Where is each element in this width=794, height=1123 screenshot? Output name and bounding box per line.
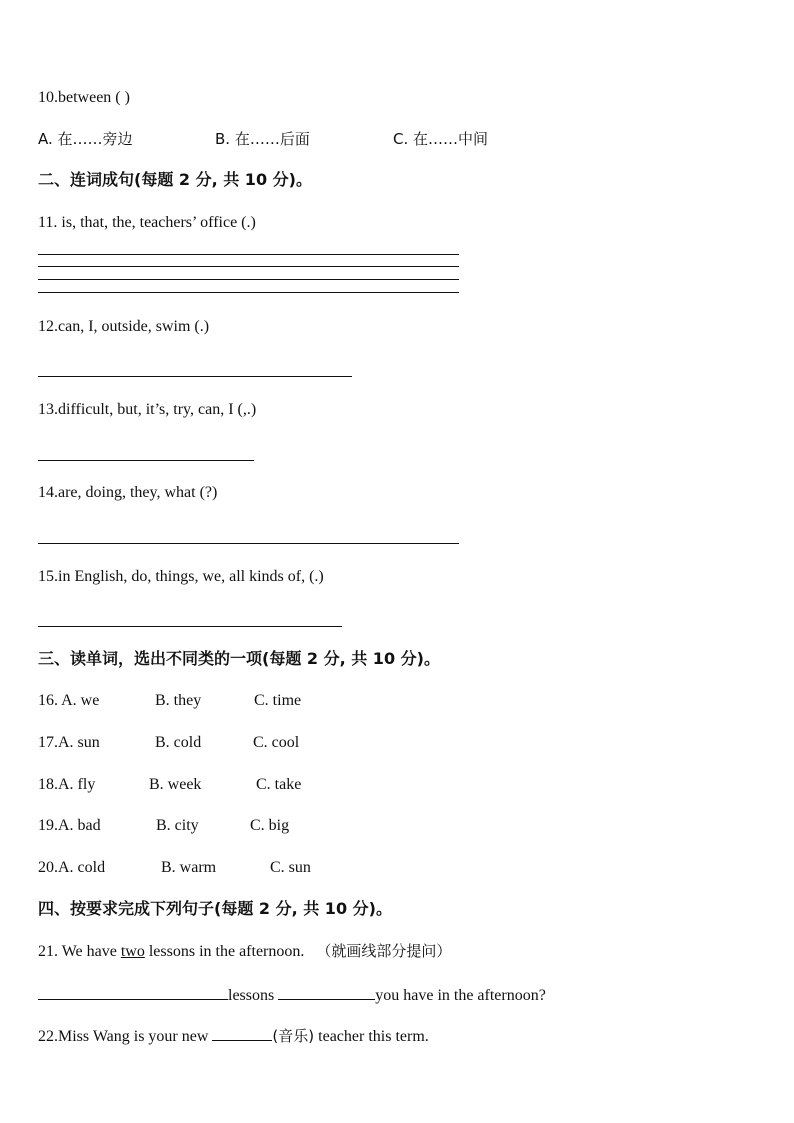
section-4-heading: 四、按要求完成下列句子(每题 2 分, 共 10 分)。 — [38, 899, 392, 918]
answer-blank-21b[interactable] — [278, 983, 375, 1000]
question-21-text-before: 21. We have — [38, 943, 121, 960]
option-b[interactable]: B. city — [156, 817, 199, 834]
option-c[interactable]: C. cool — [253, 734, 300, 751]
option-a[interactable]: 17.A. sun — [38, 734, 100, 751]
answer-line-11d[interactable] — [38, 292, 459, 293]
question-10-stem: 10.between ( ) — [38, 89, 130, 106]
section-2-heading: 二、连词成句(每题 2 分, 共 10 分)。 — [38, 170, 312, 189]
option-a[interactable]: A. 在……旁边 — [38, 130, 133, 148]
question-22-hint: (音乐) — [272, 1027, 315, 1045]
question-22 — [38, 1024, 429, 1047]
option-b[interactable]: B. warm — [161, 859, 217, 876]
question-20 — [38, 858, 311, 878]
answer-blank-21a[interactable] — [38, 983, 228, 1000]
option-b[interactable]: B. they — [155, 692, 202, 709]
answer-text-lessons: lessons — [228, 987, 279, 1004]
question-19 — [38, 816, 289, 836]
question-21 — [38, 941, 451, 962]
answer-line-15[interactable] — [38, 626, 342, 627]
section-3-heading: 三、读单词，选出不同类的一项(每题 2 分, 共 10 分)。 — [38, 649, 440, 668]
question-17 — [38, 733, 299, 753]
option-a[interactable]: 18.A. fly — [38, 776, 96, 793]
option-c[interactable]: C. time — [254, 692, 302, 709]
option-c[interactable]: C. sun — [270, 859, 311, 876]
option-a[interactable]: 19.A. bad — [38, 817, 101, 834]
question-18 — [38, 775, 301, 795]
question-14: 14.are, doing, they, what (?) — [38, 484, 218, 501]
question-10-options — [38, 129, 488, 149]
answer-line-11b[interactable] — [38, 266, 459, 267]
answer-line-12[interactable] — [38, 376, 352, 377]
option-b[interactable]: B. cold — [155, 734, 202, 751]
option-b[interactable]: B. week — [149, 776, 202, 793]
option-a[interactable]: 16. A. we — [38, 692, 100, 709]
question-13: 13.difficult, but, it’s, try, can, I (,.) — [38, 401, 257, 418]
question-22-text-after: teacher this term. — [314, 1028, 429, 1045]
option-c[interactable]: C. take — [256, 776, 302, 793]
question-22-text-before: 22.Miss Wang is your new — [38, 1028, 213, 1045]
question-21-text-after: lessons in the afternoon. — [144, 943, 305, 960]
question-15: 15.in English, do, things, we, all kinds of, (.) — [38, 568, 324, 585]
question-21-answer — [38, 983, 546, 1006]
option-c[interactable]: C. big — [250, 817, 290, 834]
answer-line-11c[interactable] — [38, 279, 459, 280]
question-16 — [38, 691, 301, 711]
option-b[interactable]: B. 在……后面 — [215, 130, 310, 148]
answer-text-rest: you have in the afternoon? — [375, 987, 546, 1004]
option-c[interactable]: C. 在……中间 — [393, 130, 489, 148]
answer-line-14[interactable] — [38, 543, 459, 544]
option-a[interactable]: 20.A. cold — [38, 859, 106, 876]
underlined-word: two — [120, 943, 145, 960]
question-21-instruction: （就画线部分提问） — [316, 942, 452, 960]
question-11: 11. is, that, the, teachers’ office (.) — [38, 214, 256, 231]
answer-blank-22[interactable] — [212, 1024, 272, 1041]
question-12: 12.can, I, outside, swim (.) — [38, 318, 210, 335]
answer-line-13[interactable] — [38, 460, 254, 461]
answer-line-11a[interactable] — [38, 254, 459, 255]
